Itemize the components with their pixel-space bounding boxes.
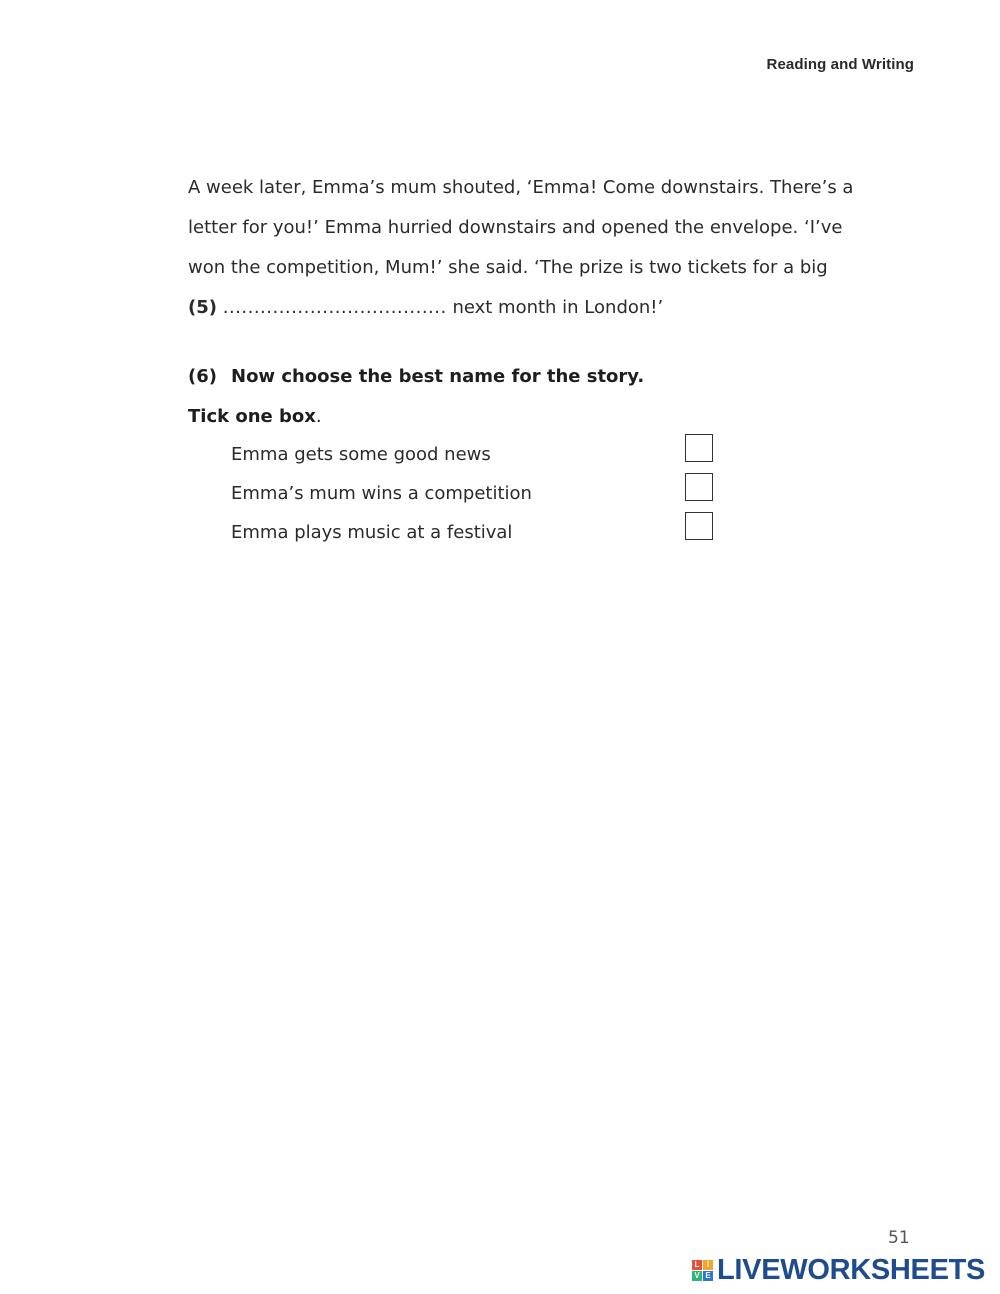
- logo-text: LIVEWORKSHEETS: [717, 1253, 986, 1286]
- logo-icon: [692, 1260, 713, 1281]
- question-number: (6): [188, 366, 217, 387]
- tick-box-3[interactable]: [685, 512, 713, 540]
- instruction: [188, 406, 322, 427]
- story-line-1: A week later, Emma’s mum shouted, ‘Emma! Come downstairs. There’s a: [188, 177, 854, 198]
- option-label: Emma’s mum wins a competition: [231, 483, 532, 504]
- tick-box-1[interactable]: [685, 434, 713, 462]
- section-header: Reading and Writing: [766, 56, 914, 73]
- logo-letter: E: [703, 1271, 713, 1281]
- logo-letter: L: [692, 1260, 702, 1270]
- option-label: Emma gets some good news: [231, 444, 491, 465]
- story-text: [188, 168, 854, 328]
- option-row: [231, 516, 713, 555]
- option-label: Emma plays music at a festival: [231, 522, 513, 543]
- instruction-end: .: [315, 406, 322, 427]
- gap-answer-blank[interactable]: ....................................: [222, 297, 447, 318]
- logo-letter: I: [703, 1260, 713, 1270]
- story-line-2: letter for you!’ Emma hurried downstairs and opened the envelope. ‘I’ve: [188, 217, 843, 238]
- question-6: [188, 366, 644, 387]
- gap-number: (5): [188, 297, 217, 318]
- story-line-3: won the competition, Mum!’ she said. ‘The prize is two tickets for a big: [188, 257, 828, 278]
- tick-box-2[interactable]: [685, 473, 713, 501]
- option-row: [231, 438, 713, 477]
- option-row: [231, 477, 713, 516]
- logo-letter: V: [692, 1271, 702, 1281]
- liveworksheets-logo: [692, 1255, 985, 1285]
- answer-options: [231, 438, 713, 555]
- page-number: 51: [888, 1228, 910, 1248]
- story-line-4: [188, 288, 838, 328]
- question-text: Now choose the best name for the story.: [231, 366, 645, 387]
- instruction-bold: Tick one box: [188, 406, 316, 427]
- story-line-4-end: next month in London!’: [452, 297, 664, 318]
